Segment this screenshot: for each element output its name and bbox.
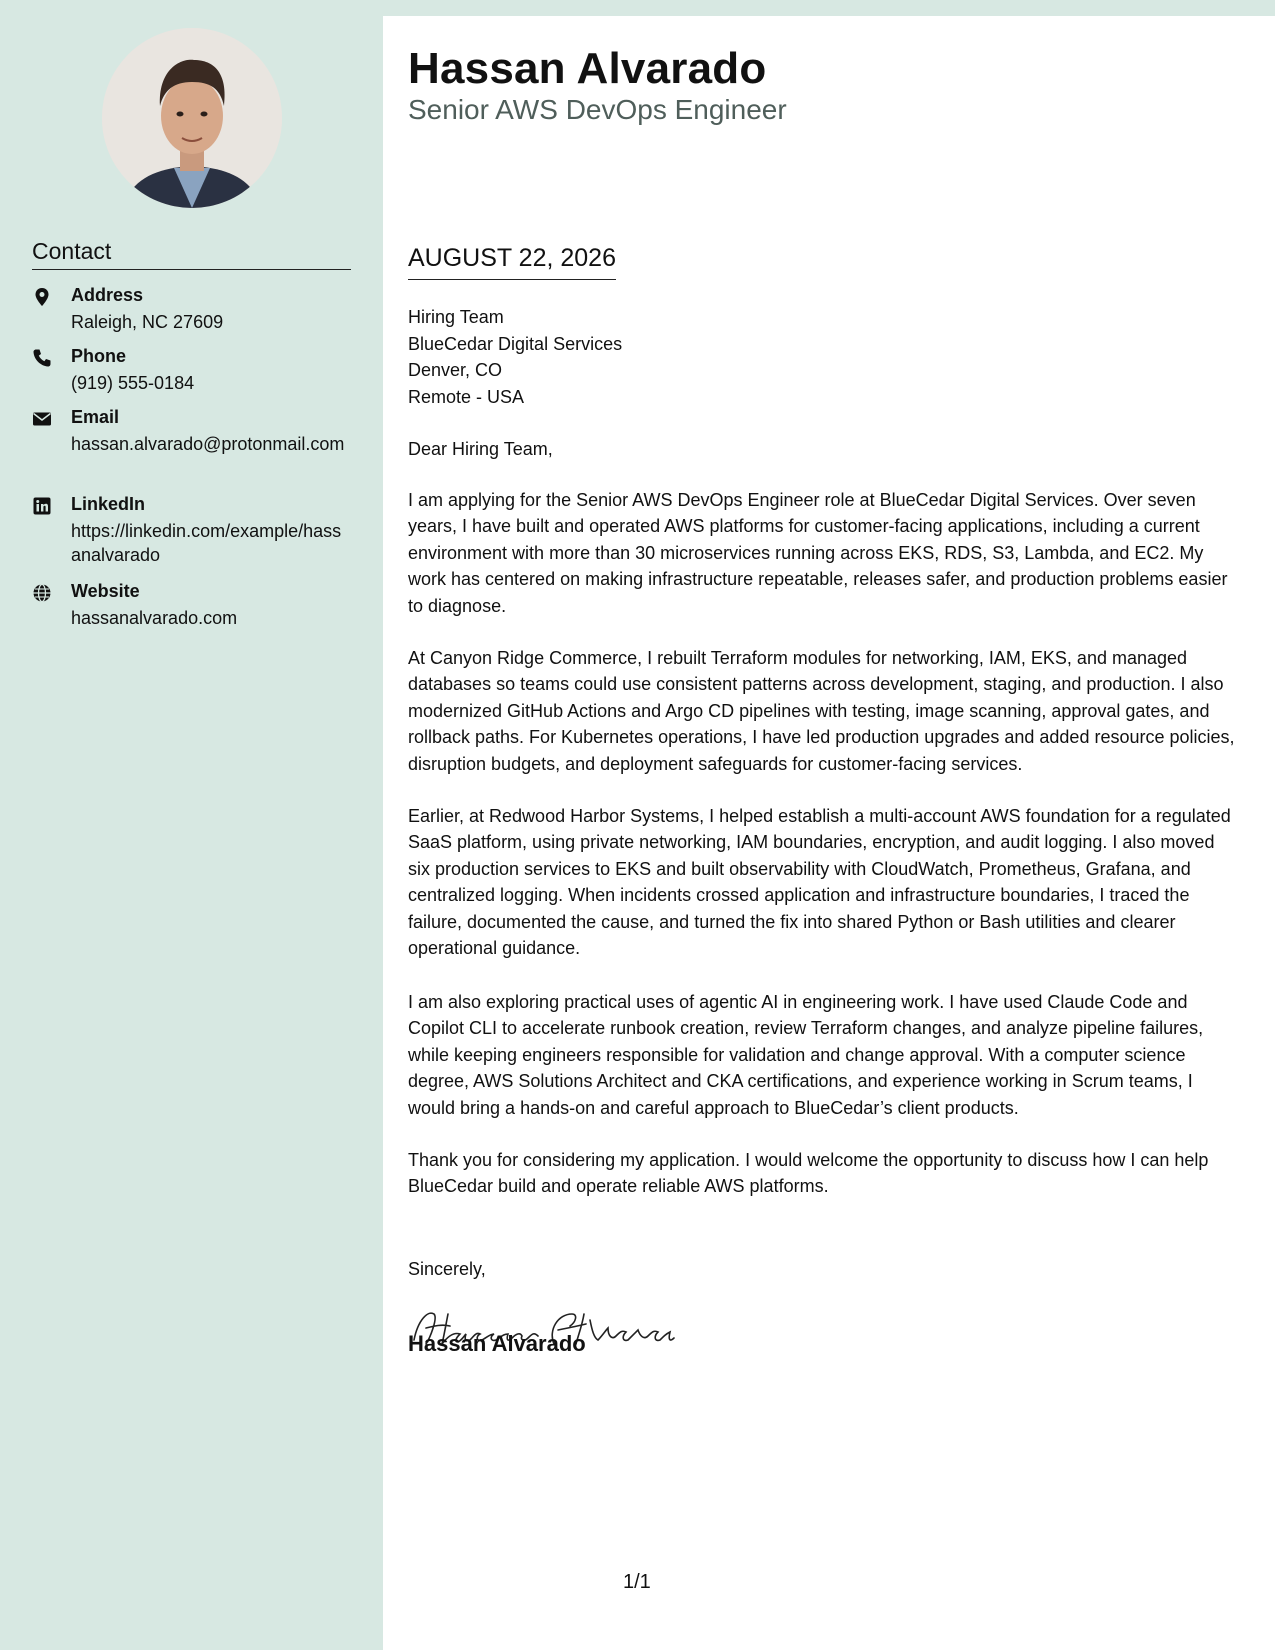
- closing: Sincerely,: [408, 1259, 486, 1279]
- contact-value[interactable]: hassan.alvarado@protonmail.com: [71, 434, 345, 454]
- page-number: 1/1: [623, 1571, 651, 1593]
- recipient-line: BlueCedar Digital Services: [408, 333, 623, 354]
- contact-value[interactable]: https://linkedin.com/example/hassanalvarado: [71, 521, 342, 565]
- recipient-line: Denver, CO: [408, 360, 503, 380]
- contact-heading: Contact: [32, 238, 351, 270]
- paragraph: I am also exploring practical uses of agentic AI in engineering work. I have used Claude Code and Copilot CLI to accelerate runbook creation, review Terraform changes, and analyze pipeline failures, while keeping engineers responsible for validation and change approval. With a computer science degree, AWS Solutions Architect and CKA certifications, and experience working in Scrum teams, I would bring a hands-on and careful approach to BlueCedar’s client products.: [408, 992, 1204, 1118]
- recipient-block: [408, 304, 622, 410]
- paragraph: I am applying for the Senior AWS DevOps Engineer role at BlueCedar Digital Services. Over seven years, I have built and operated AWS platforms for customer-facing applications, including a current environment with more than 30 microservices running across EKS, RDS, S3, Lambda, and EC2. My work has centered on making infrastructure repeatable, releases safer, and production problems easier to diagnose.: [408, 490, 1228, 616]
- contact-value: Raleigh, NC 27609: [71, 312, 224, 332]
- contact-label: Email: [71, 407, 120, 427]
- signer-name: Hassan Alvarado: [408, 1331, 586, 1356]
- contact-value[interactable]: hassanalvarado.com: [71, 608, 238, 628]
- sidebar: [0, 0, 383, 1650]
- contact-label: LinkedIn: [71, 494, 146, 514]
- paragraph: At Canyon Ridge Commerce, I rebuilt Terraform modules for networking, IAM, EKS, and managed databases so teams could use consistent patterns across development, staging, and production. I also modernized GitHub Actions and Argo CD pipelines with testing, image scanning, approval gates, and rollback paths. For Kubernetes operations, I have led production upgrades and added resource policies, disruption budgets, and deployment safeguards for customer-facing services.: [408, 648, 1235, 774]
- phone-icon: [32, 348, 58, 368]
- applicant-role: Senior AWS DevOps Engineer: [408, 94, 787, 125]
- salutation: Dear Hiring Team,: [408, 439, 553, 459]
- envelope-icon: [32, 409, 58, 429]
- contact-label: Website: [71, 581, 140, 601]
- globe-icon: [32, 583, 58, 603]
- linkedin-icon: [32, 496, 58, 516]
- recipient-line: Remote - USA: [408, 386, 525, 407]
- paragraph: Thank you for considering my application. I would welcome the opportunity to discuss how I can help BlueCedar build and operate reliable AWS platforms.: [408, 1150, 1209, 1197]
- recipient-line: Hiring Team: [408, 307, 504, 327]
- letter-body: [383, 16, 1275, 1650]
- paragraph: Earlier, at Redwood Harbor Systems, I helped establish a multi-account AWS foundation for a regulated SaaS platform, using private networking, IAM boundaries, encryption, and audit logging. I also moved six production services to EKS and built observability with CloudWatch, Prometheus, Grafana, and centralized logging. When incidents crossed application and infrastructure boundaries, I traced the failure, documented the cause, and turned the fix into shared Python or Bash utilities and clearer operational guidance.: [408, 806, 1231, 959]
- location-pin-icon: [32, 287, 58, 307]
- contact-value: (919) 555-0184: [71, 373, 195, 393]
- letter-date: AUGUST 22, 2026: [408, 244, 616, 280]
- contact-label: Phone: [71, 346, 127, 366]
- applicant-name: Hassan Alvarado: [408, 44, 767, 93]
- profile-photo: [102, 28, 282, 208]
- contact-label: Address: [71, 285, 144, 305]
